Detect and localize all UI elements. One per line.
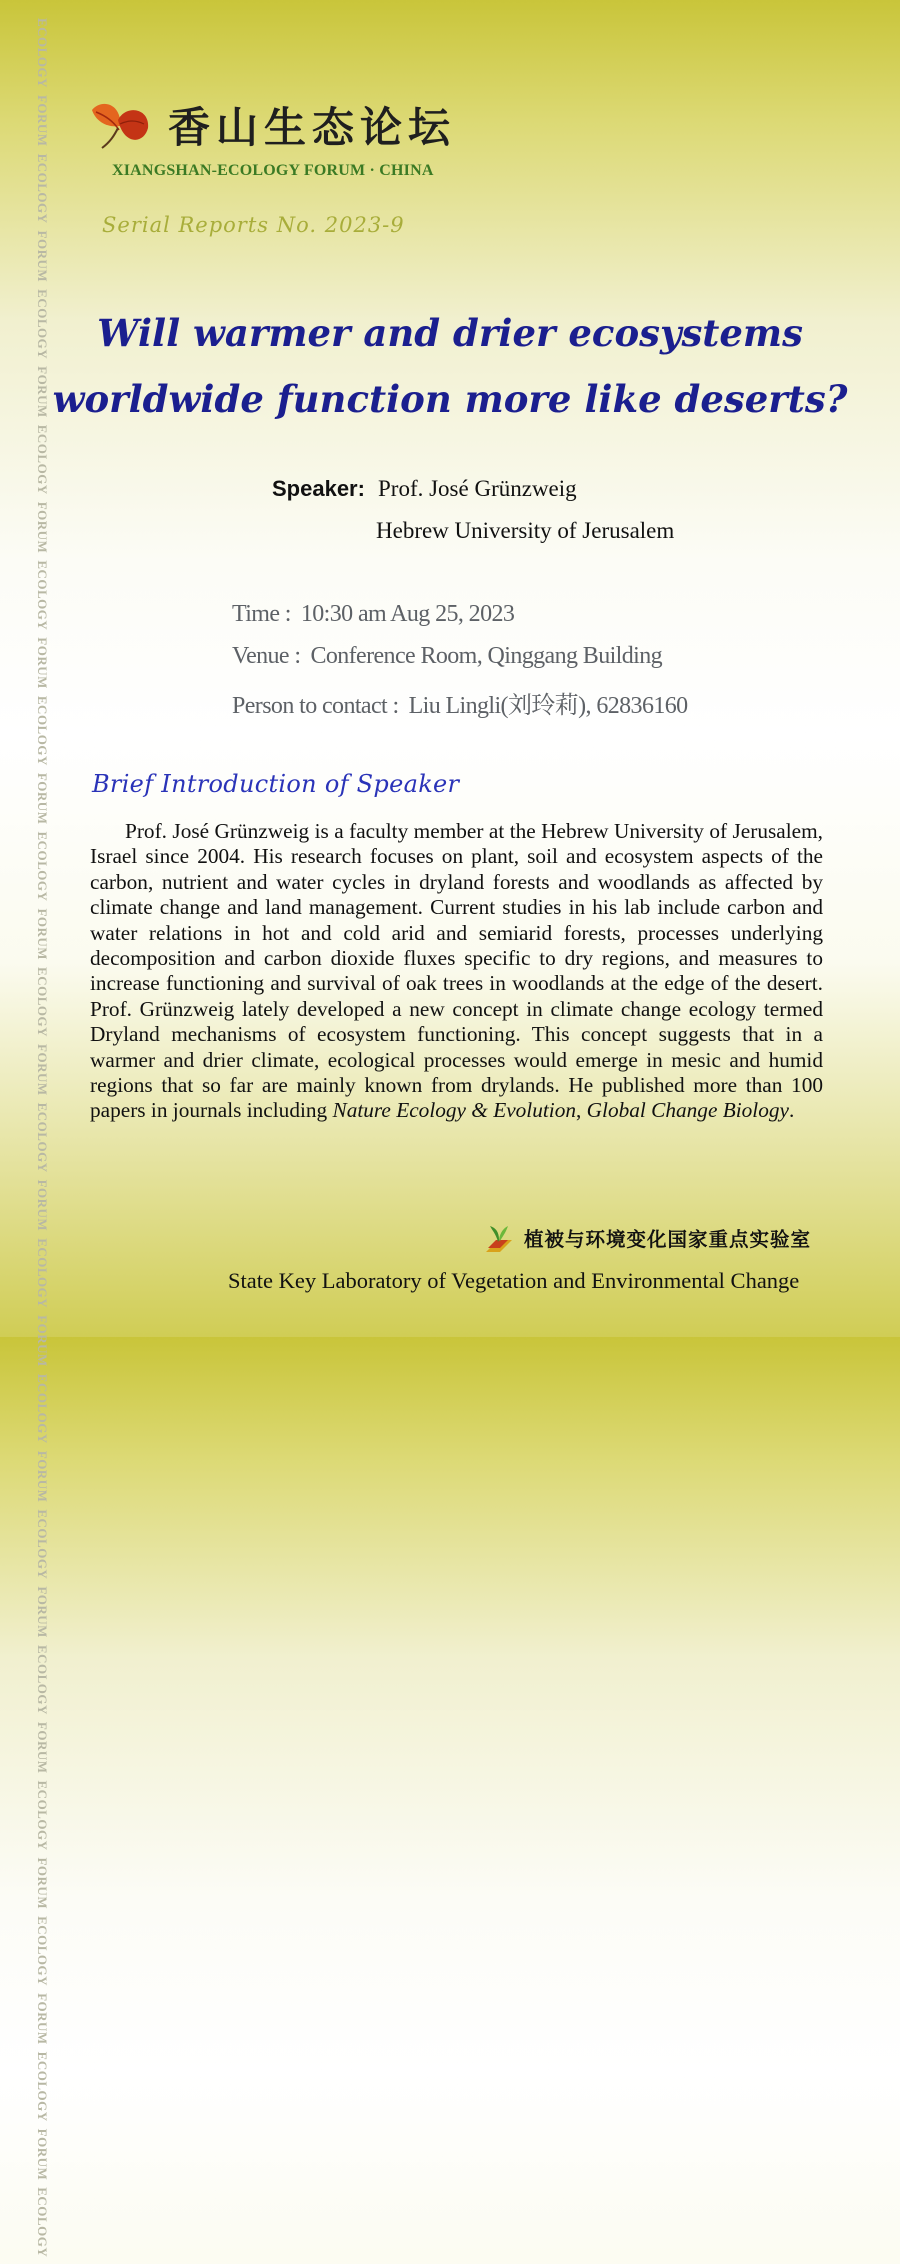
contact-value: Liu Lingli(刘玲莉), 62836160 bbox=[408, 693, 688, 719]
side-watermark-word: ECOLOGY bbox=[35, 967, 50, 1038]
side-watermark-word: FORUM bbox=[35, 1315, 50, 1367]
time-value: 10:30 am Aug 25, 2023 bbox=[300, 601, 515, 627]
intro-heading: Brief Introduction of Speaker bbox=[92, 770, 460, 798]
speaker-label: Speaker: bbox=[272, 476, 365, 501]
venue-label: Venue : bbox=[232, 643, 301, 669]
side-watermark-word: FORUM bbox=[35, 637, 50, 689]
venue-value: Conference Room, Qinggang Building bbox=[310, 643, 662, 669]
intro-end: . bbox=[788, 1098, 795, 1123]
side-watermark-word: FORUM bbox=[35, 1857, 50, 1910]
intro-paragraph bbox=[90, 819, 823, 1124]
time-row bbox=[232, 601, 514, 628]
talk-title-line-2: worldwide function more like deserts? bbox=[52, 377, 848, 421]
side-watermark-word: ECOLOGY bbox=[35, 289, 50, 360]
side-watermark-word: ECOLOGY bbox=[35, 1238, 50, 1309]
side-watermark-word: FORUM bbox=[35, 94, 50, 147]
side-watermark-word: ECOLOGY bbox=[35, 1509, 50, 1580]
side-watermark-word: FORUM bbox=[35, 1586, 50, 1638]
lab-chinese-name: 植被与环境变化国家重点实验室 bbox=[524, 1228, 812, 1251]
side-watermark-word: ECOLOGY bbox=[35, 1780, 50, 1851]
side-watermark-word: FORUM bbox=[35, 2128, 50, 2181]
side-watermark-word: FORUM bbox=[35, 501, 50, 554]
serial-number: Serial Reports No. 2023-9 bbox=[102, 213, 405, 237]
lab-english-name: State Key Laboratory of Vegetation and Environmental Change bbox=[228, 1268, 800, 1293]
journal-separator: , bbox=[576, 1098, 587, 1123]
side-watermark-strip bbox=[30, 18, 50, 2258]
forum-chinese-title: 香山生态论坛 bbox=[168, 103, 457, 152]
side-watermark-word: FORUM bbox=[35, 1450, 50, 1503]
talk-title bbox=[0, 300, 900, 432]
side-watermark-word: ECOLOGY bbox=[35, 2051, 50, 2122]
forum-logo-leaf-icon bbox=[88, 100, 153, 152]
speaker-name: Prof. José Grünzweig bbox=[378, 476, 577, 501]
side-watermark-word: ECOLOGY bbox=[35, 560, 50, 631]
forum-english-title: XIANGSHAN-ECOLOGY FORUM · CHINA bbox=[112, 162, 434, 179]
side-watermark-word: ECOLOGY bbox=[35, 18, 50, 88]
side-watermark-word: FORUM bbox=[35, 1721, 50, 1774]
side-watermark-word: FORUM bbox=[35, 772, 50, 825]
side-watermark-word: ECOLOGY bbox=[35, 1644, 50, 1715]
side-watermark-word: FORUM bbox=[35, 1044, 50, 1096]
side-watermark-word: FORUM bbox=[35, 1993, 50, 2045]
side-watermark-word: FORUM bbox=[35, 230, 50, 283]
venue-row bbox=[232, 643, 662, 670]
side-watermark-word: ECOLOGY bbox=[35, 2187, 50, 2258]
side-watermark-word: ECOLOGY bbox=[35, 831, 50, 902]
side-watermark-word: FORUM bbox=[35, 366, 50, 418]
side-watermark-word: ECOLOGY bbox=[35, 1102, 50, 1173]
side-watermark-word: ECOLOGY bbox=[35, 1916, 50, 1987]
contact-row bbox=[232, 685, 688, 720]
journal-name-2: Global Change Biology bbox=[586, 1098, 789, 1123]
lab-logo-icon bbox=[484, 1222, 514, 1254]
side-watermark-word: FORUM bbox=[35, 1179, 50, 1232]
side-watermark-word: ECOLOGY bbox=[35, 424, 50, 495]
time-label: Time : bbox=[232, 601, 291, 627]
side-watermark-word: FORUM bbox=[35, 908, 50, 961]
speaker-affiliation: Hebrew University of Jerusalem bbox=[376, 518, 675, 543]
contact-label: Person to contact : bbox=[232, 693, 399, 719]
journal-name-1: Nature Ecology & Evolution bbox=[332, 1098, 577, 1123]
side-watermark-word: ECOLOGY bbox=[35, 1373, 50, 1444]
side-watermark-word: ECOLOGY bbox=[35, 153, 50, 224]
talk-title-line-1: Will warmer and drier ecosystems bbox=[97, 311, 803, 355]
side-watermark-word: ECOLOGY bbox=[35, 695, 50, 766]
intro-text: Prof. José Grünzweig is a faculty member at the Hebrew University of Jerusalem, Israel since 2004. His research focuses on plant, soil and ecosystem aspects of the carbon, nutrient and water cycles in dryland forests and woodlands as affected by climate change and land management. Current studies in his lab include carbon and water relations in hot and cold arid and semiarid forests, processes underlying decomposition and carbon dioxide fluxes specific to dry regions, and measures to increase functioning and survival of oak trees in woodlands at the edge of the desert. Prof. Grünzweig lately developed a new concept in climate change ecology termed Dryland mechanisms of ecosystem functioning. This concept suggests that in a warmer and drier climate, ecological processes would emerge in mesic and humid regions that so far are mainly known from drylands. He published more than 100 papers in journals including bbox=[90, 819, 823, 1123]
